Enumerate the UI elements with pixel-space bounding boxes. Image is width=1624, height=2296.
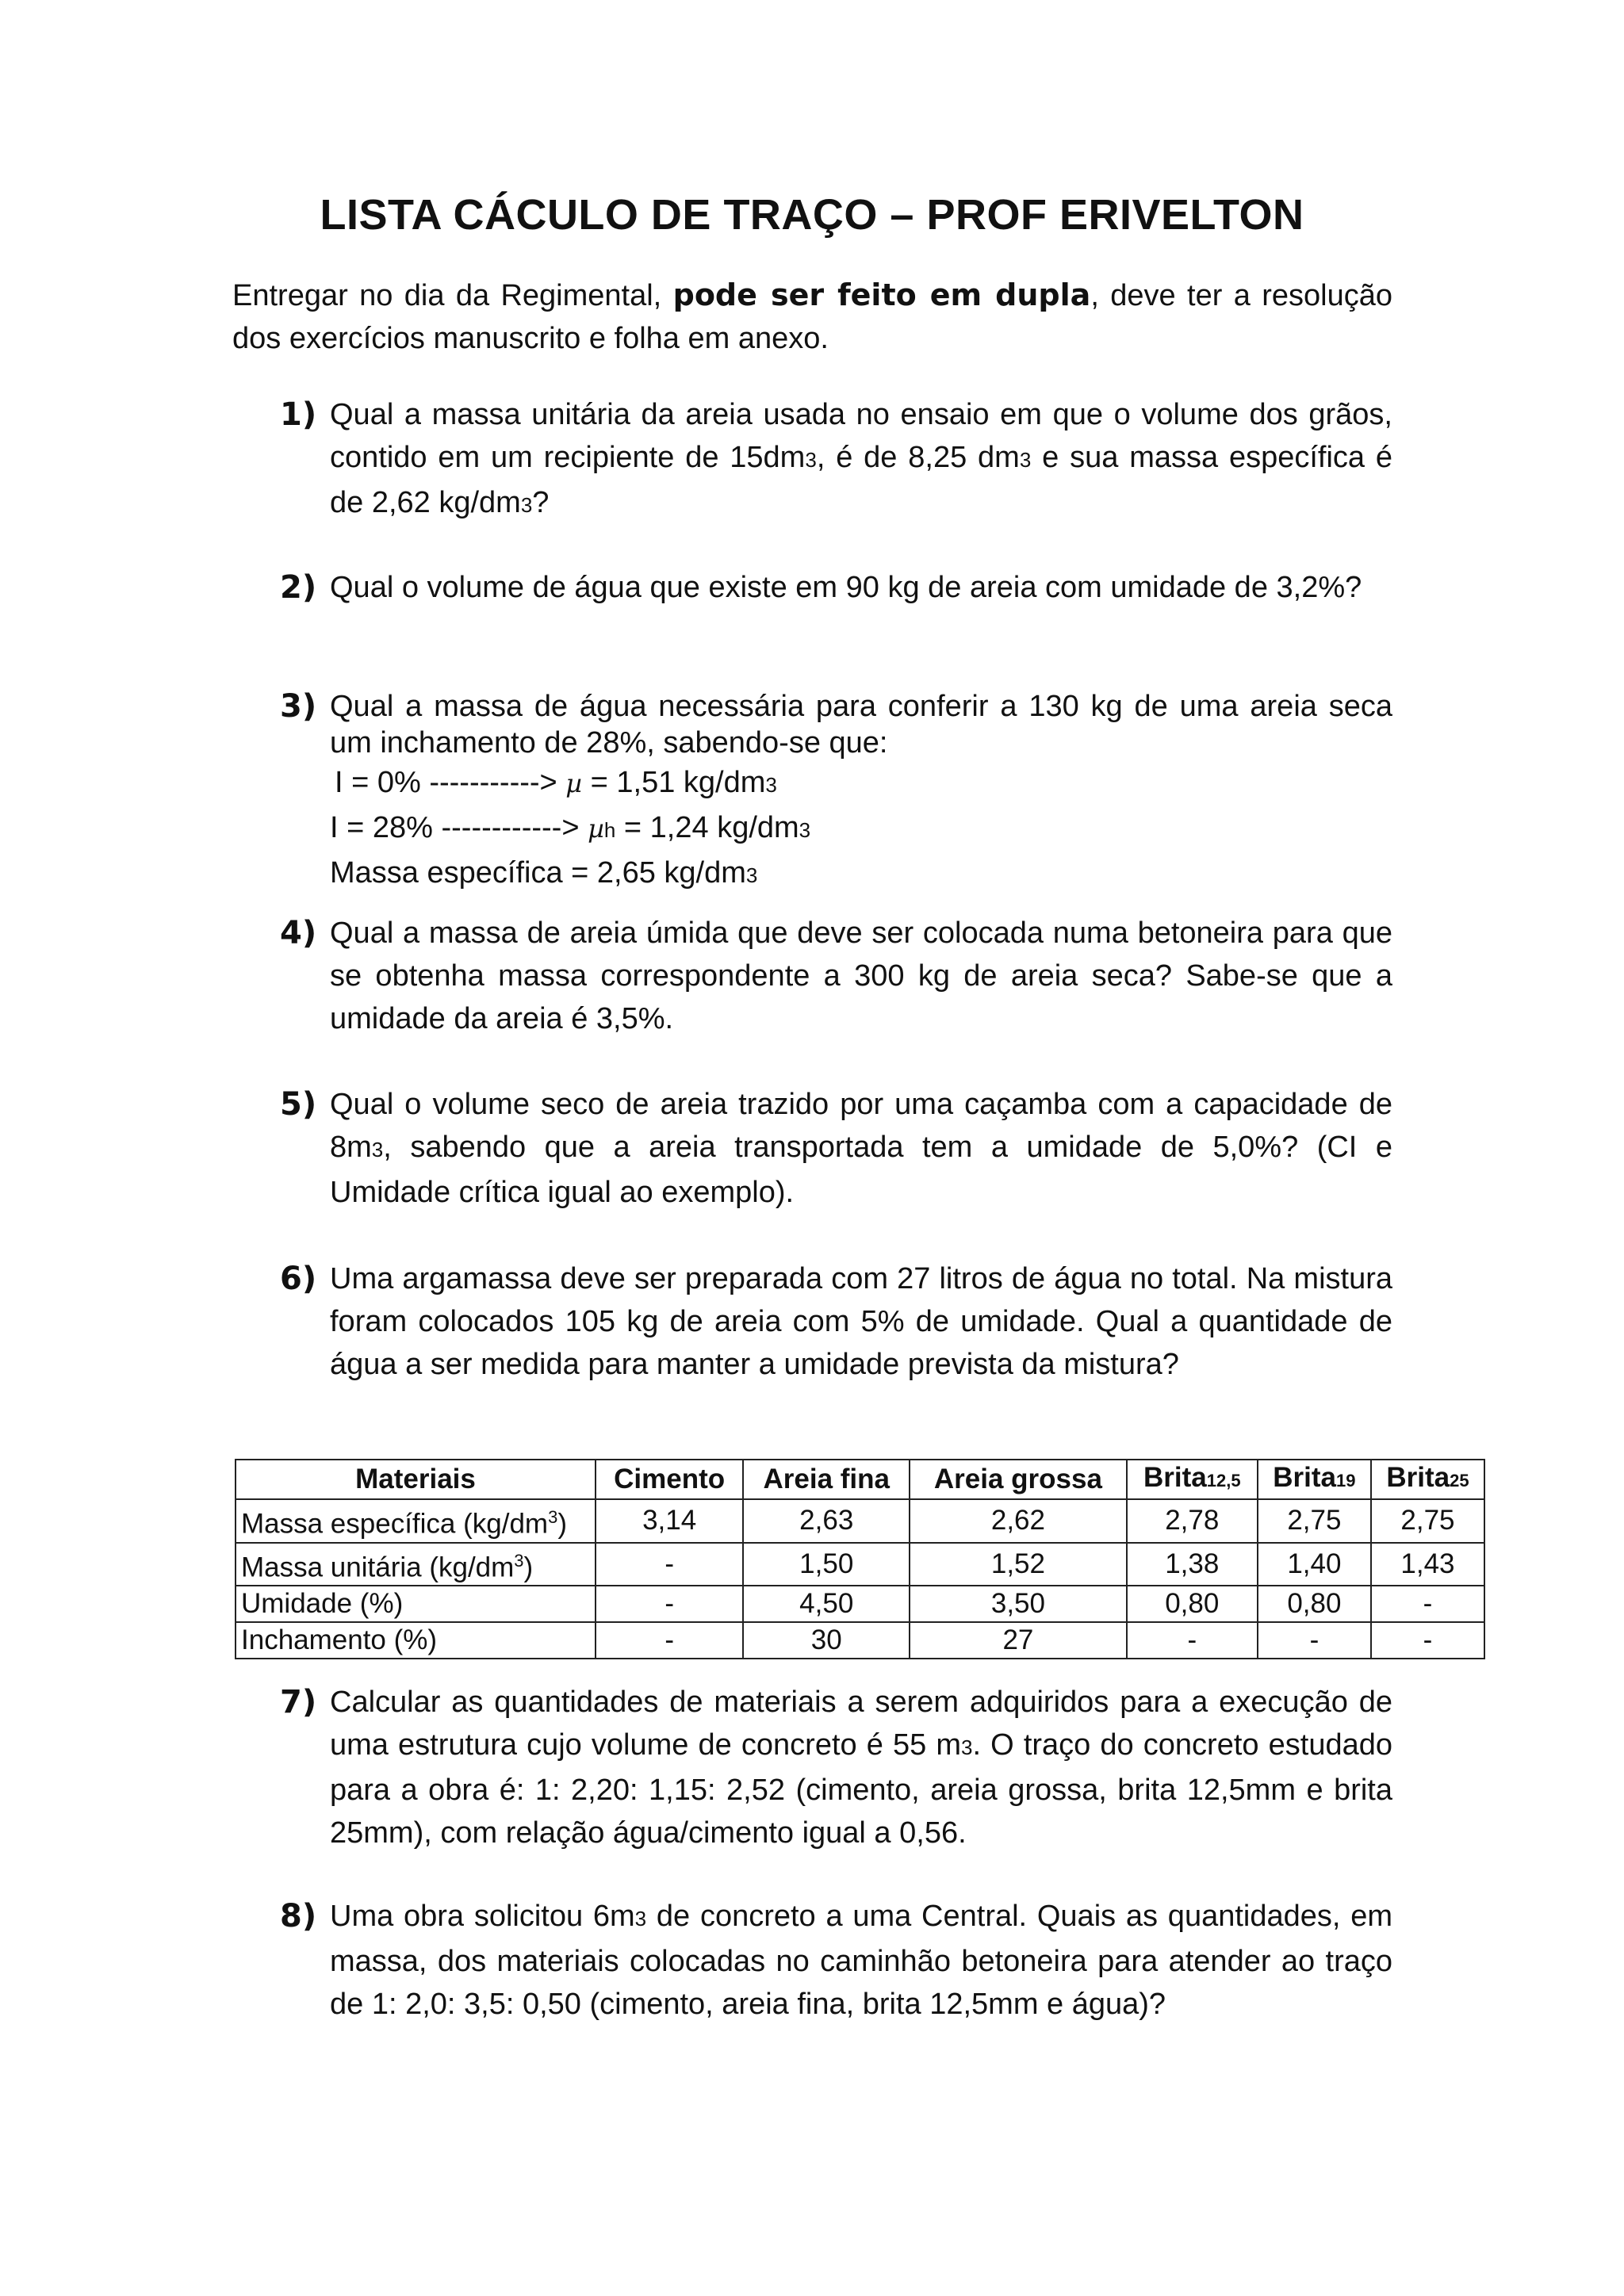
intro-text-end: , deve ter a resolução dos exercícios manuscrito e folha em anexo. <box>232 279 1393 355</box>
cell: 30 <box>743 1622 910 1659</box>
cell: 1,52 <box>910 1543 1126 1586</box>
question-7 <box>232 1681 1392 1854</box>
question-number: 4) <box>280 915 317 951</box>
header-cimento: Cimento <box>596 1460 743 1499</box>
cell: - <box>1127 1622 1258 1659</box>
question-1 <box>232 393 1392 526</box>
question-text: Qual a massa unitária da areia usada no ensaio em que o volume dos grãos, contido em um recipiente de 15dm3, é de 8,25 dm3 e sua massa específica é de 2,62 kg/dm3? <box>330 398 1393 519</box>
question-number: 3) <box>280 688 317 725</box>
cell: 4,50 <box>743 1586 910 1622</box>
question-number: 6) <box>280 1261 317 1297</box>
question-number: 1) <box>280 396 317 433</box>
question-number: 8) <box>280 1898 317 1934</box>
condition-line-1: I = 0% -----------> µ = 1,51 kg/dm3 <box>335 766 777 799</box>
header-brita-25: Brita25 <box>1371 1460 1484 1499</box>
cell: 2,78 <box>1127 1499 1258 1543</box>
cell: 1,50 <box>743 1543 910 1586</box>
cell: 2,62 <box>910 1499 1126 1543</box>
table-row <box>236 1622 1484 1659</box>
condition-line-2: I = 28% ------------> µh = 1,24 kg/dm3 <box>330 811 811 844</box>
question-number: 2) <box>280 569 317 606</box>
question-text: Qual o volume seco de areia trazido por uma caçamba com a capacidade de 8m3, sabendo que a areia transportada tem a umidade de 5,0%? (CI e Umidade crítica igual ao exemplo). <box>330 1088 1392 1209</box>
intro-text-start: Entregar no dia da Regimental, <box>232 279 673 312</box>
cell: 0,80 <box>1258 1586 1371 1622</box>
question-number: 5) <box>280 1086 317 1123</box>
intro-bold-text: pode ser feito em dupla <box>672 277 1091 312</box>
cell: 2,63 <box>743 1499 910 1543</box>
question-8 <box>232 1895 1392 2026</box>
cell: 3,14 <box>596 1499 743 1543</box>
header-areia-grossa: Areia grossa <box>910 1460 1126 1499</box>
cell: 2,75 <box>1371 1499 1484 1543</box>
question-text: Uma argamassa deve ser preparada com 27 litros de água no total. Na mistura foram colocados 105 kg de areia com 5% de umidade. Qual a quantidade de água a ser medida para manter a umidade prevista da mistura? <box>330 1262 1392 1381</box>
question-text: Qual a massa de areia úmida que deve ser colocada numa betoneira para que se obtenha massa correspondente a 300 kg de areia seca? Sabe-se que a umidade da areia é 3,5%. <box>330 916 1392 1035</box>
document-title: LISTA CÁCULO DE TRAÇO – PROF ERIVELTON <box>320 191 1304 239</box>
question-6 <box>232 1257 1392 1386</box>
question-4 <box>232 912 1392 1040</box>
table-header-row <box>236 1460 1484 1499</box>
cell: 27 <box>910 1622 1126 1659</box>
cell: 1,40 <box>1258 1543 1371 1586</box>
materials-table-wrapper <box>235 1459 1485 1659</box>
header-brita-12-5: Brita12,5 <box>1127 1460 1258 1499</box>
cell: - <box>1258 1622 1371 1659</box>
question-2 <box>232 566 1392 609</box>
cell: 2,75 <box>1258 1499 1371 1543</box>
header-brita-19: Brita19 <box>1258 1460 1371 1499</box>
row-label: Umidade (%) <box>236 1586 596 1622</box>
row-label: Inchamento (%) <box>236 1622 596 1659</box>
table-row <box>236 1586 1484 1622</box>
cell: - <box>596 1586 743 1622</box>
materials-table <box>235 1459 1485 1659</box>
table-row <box>236 1499 1484 1543</box>
header-areia-fina: Areia fina <box>743 1460 910 1499</box>
intro-paragraph <box>232 274 1392 360</box>
row-label: Massa unitária $(kg/dm^3)$ <box>236 1543 596 1586</box>
cell: - <box>596 1543 743 1586</box>
cell: - <box>1371 1586 1484 1622</box>
question-text: Qual o volume de água que existe em 90 kg de areia com umidade de 3,2%? <box>330 571 1362 604</box>
cell: - <box>1371 1622 1484 1659</box>
cell: - <box>596 1622 743 1659</box>
question-text: Qual a massa de água necessária para conferir a 130 kg de uma areia seca um inchamento de 28%, sabendo-se que: I = 0% -----------> µ = 1,51 kg/dm3 I = 28% ------------> µh = 1,24 kg/dm3 Massa específica = 2,65 kg/dm3 <box>330 688 1392 894</box>
row-label: Massa específica $(kg/dm^3)$ <box>236 1499 596 1543</box>
cell: 1,38 <box>1127 1543 1258 1586</box>
condition-line-3: Massa específica = 2,65 kg/dm3 <box>330 856 758 890</box>
cell: 0,80 <box>1127 1586 1258 1622</box>
question-number: 7) <box>280 1684 317 1720</box>
question-text: Calcular as quantidades de materiais a serem adquiridos para a execução de uma estrutura cujo volume de concreto é 55 m3. O traço do concreto estudado para a obra é: 1: 2,20: 1,15: 2,52 (cimento, areia grossa, brita 12,5mm e brita 25mm), com relação água/cimento igual a 0,56. <box>330 1686 1392 1850</box>
header-materiais: Materiais <box>236 1460 596 1499</box>
cell: 3,50 <box>910 1586 1126 1622</box>
question-text: Uma obra solicitou 6m3 de concreto a uma Central. Quais as quantidades, em massa, dos materiais colocadas no caminhão betoneira para atender ao traço de 1: 2,0: 3,5: 0,50 (cimento, areia fina, brita 12,5mm e água)? <box>330 1900 1392 2021</box>
question-5 <box>232 1083 1392 1214</box>
question-3 <box>232 688 1392 894</box>
cell: 1,43 <box>1371 1543 1484 1586</box>
table-row <box>236 1543 1484 1586</box>
